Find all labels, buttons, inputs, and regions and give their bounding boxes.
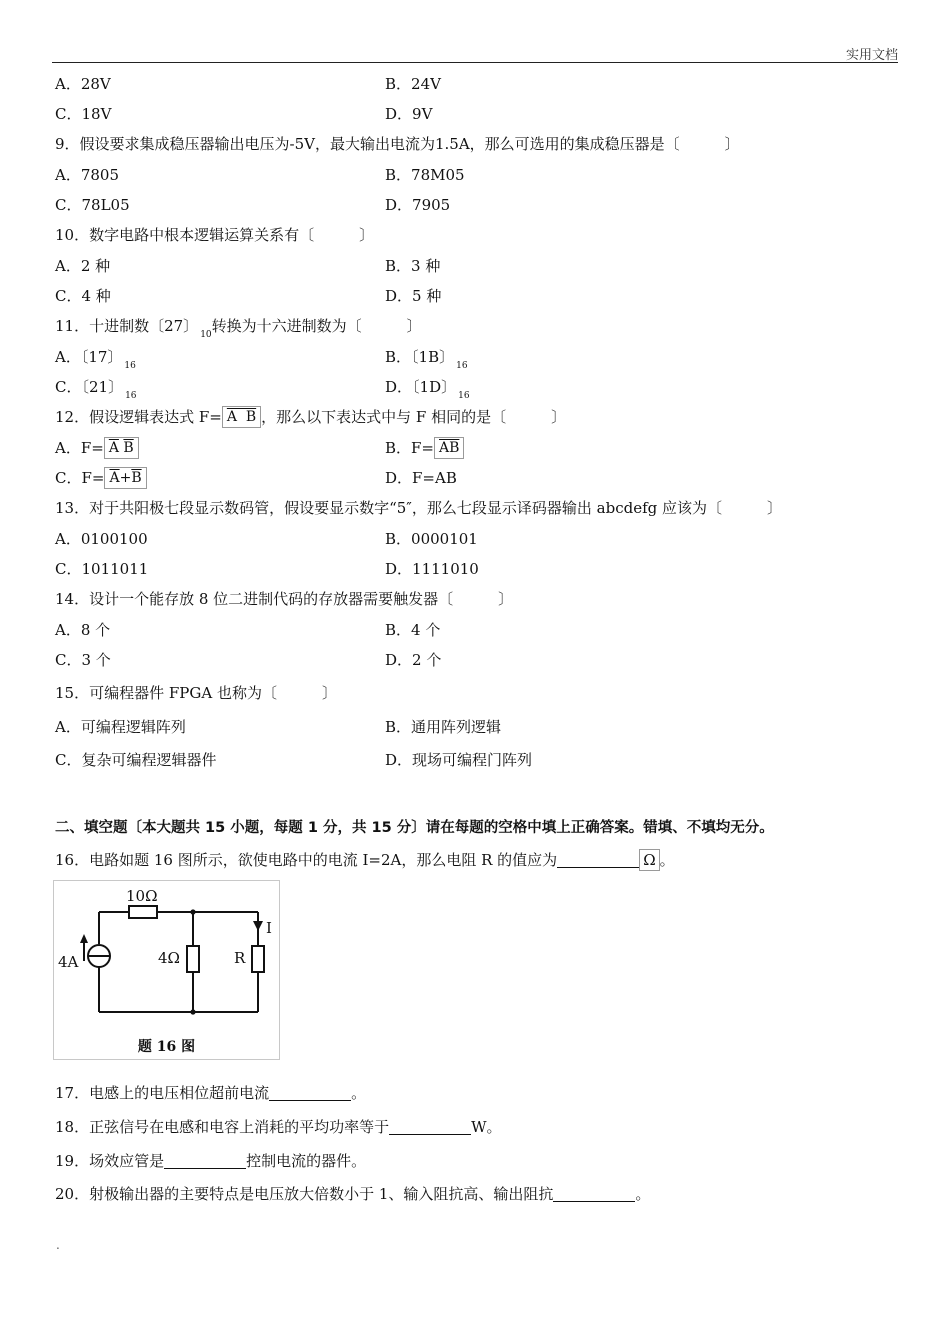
q8-option-a: A．28V [55, 75, 111, 93]
resistor-r [252, 946, 264, 972]
label-4-ohm: 4Ω [158, 949, 180, 967]
q20-answer-blank[interactable] [553, 1185, 635, 1202]
header-divider [52, 62, 898, 63]
q15-option-d: D．现场可编程门阵列 [385, 751, 533, 769]
label-current-i: I [266, 919, 272, 937]
q11-text-post: 转换为十六进制数为〔 〕 [211, 317, 422, 335]
q16-unit: Ω [639, 849, 659, 871]
q15-option-a: A．可编程逻辑阵列 [55, 718, 186, 736]
q14-option-a: A．8 个 [55, 621, 111, 639]
figure-16-caption: 题 16 图 [137, 1039, 196, 1055]
q10-option-c: C．4 种 [55, 287, 111, 305]
question-10: 10．数字电路中根本逻辑运算关系有〔 〕 [55, 226, 375, 244]
question-19: 19．场效应管是 控制电流的器件。 [55, 1152, 367, 1170]
q11-option-b: B．〔1B〕 $_{16}$ [385, 348, 468, 371]
q9-option-b: B．78M05 [385, 166, 465, 184]
question-20: 20．射极输出器的主要特点是电压放大倍数小于 1、输入阻抗高、输出阻抗 。 [55, 1185, 651, 1203]
q12-option-d: D．F=AB [385, 469, 457, 487]
q13-option-a: A．0100100 [55, 530, 148, 548]
q11-option-d: D．〔1D〕 $_{16}$ [385, 378, 470, 401]
q14-option-d: D．2 个 [385, 651, 442, 669]
q9-option-d: D．7905 [385, 196, 451, 214]
q8-option-c: C．18V [55, 105, 112, 123]
q11-base-10: 10 [200, 330, 212, 340]
q9-option-a: A．7805 [55, 166, 120, 184]
question-13: 13．对于共阳极七段显示数码管，假设要显示数字“5″，那么七段显示译码器输出 abcdefg 应该为〔 〕 [55, 499, 783, 517]
question-17: 17．电感上的电压相位超前电流 。 [55, 1084, 367, 1102]
q11-option-a: A．〔17〕 $_{16}$ [55, 348, 136, 371]
q16-answer-blank[interactable] [557, 851, 639, 868]
q8-option-b: B．24V [385, 75, 441, 93]
section-2-heading: 二、填空题〔本大题共 15 小题，每题 1 分，共 15 分〕请在每题的空格中填上正确答案。错填、不填均无分。 [55, 820, 774, 836]
q12-option-b: B．$F= \overline{AB}$ [385, 437, 464, 460]
q12-option-a: A．$F= \overline{A}$ $\overline{B}$ [55, 437, 139, 460]
q15-option-c: C．复杂可编程逻辑器件 [55, 751, 217, 769]
q10-option-a: A．2 种 [55, 257, 111, 275]
footer-mark: . [56, 1238, 60, 1252]
circuit-diagram [54, 881, 279, 1059]
q14-option-b: B．4 个 [385, 621, 441, 639]
q15-option-b: B．通用阵列逻辑 [385, 718, 502, 736]
q10-option-d: D．5 种 [385, 287, 442, 305]
source-arrow-head [80, 934, 88, 943]
q13-option-b: B．0000101 [385, 530, 478, 548]
q13-option-c: C．1011011 [55, 560, 149, 578]
question-9: 9．假设要求集成稳压器输出电压为-5V，最大输出电流为1.5A，那么可选用的集成稳压器是〔 〕 [55, 135, 740, 153]
q10-option-b: B．3 种 [385, 257, 441, 275]
q8-option-d: D．9V [385, 105, 433, 123]
resistor-4-ohm [187, 946, 199, 972]
question-11 [55, 315, 422, 340]
resistor-10-ohm [129, 906, 157, 918]
node-top [190, 909, 195, 914]
question-15: 15．可编程器件 FPGA 也称为〔 〕 [55, 684, 337, 702]
q11-option-c: C．〔21〕 $_{16}$ [55, 378, 137, 401]
label-4a: 4A [58, 953, 79, 971]
q12-expression: A B [222, 406, 261, 428]
q14-option-c: C．3 个 [55, 651, 111, 669]
question-12: 12．假设逻辑表达式 F= A B ，那么以下表达式中与 F 相同的是〔 〕 [55, 408, 567, 426]
question-14: 14．设计一个能存放 8 位二进制代码的存放器需要触发器〔 〕 [55, 590, 514, 608]
q18-answer-blank[interactable] [389, 1118, 471, 1135]
question-16: 16．电路如题 16 图所示，欲使电路中的电流 I=2A，那么电阻 R 的值应为 Ω 。 [55, 851, 675, 869]
circuit-figure-16 [53, 880, 280, 1060]
q12-option-c: C．$F= \overline{A}+\overline{B}$ [55, 467, 147, 490]
q19-answer-blank[interactable] [164, 1152, 246, 1169]
node-bottom [190, 1009, 195, 1014]
label-10-ohm: 10Ω [126, 887, 158, 905]
q9-option-c: C．78L05 [55, 196, 130, 214]
q13-option-d: D．1111010 [385, 560, 479, 578]
label-r: R [234, 949, 246, 967]
question-18: 18．正弦信号在电感和电容上消耗的平均功率等于 W。 [55, 1118, 502, 1136]
header-label: 实用文档 [845, 48, 898, 63]
q17-answer-blank[interactable] [269, 1084, 351, 1101]
q11-text-pre: 11．十进制数〔27〕 [55, 317, 199, 335]
current-arrow-i [253, 921, 263, 931]
